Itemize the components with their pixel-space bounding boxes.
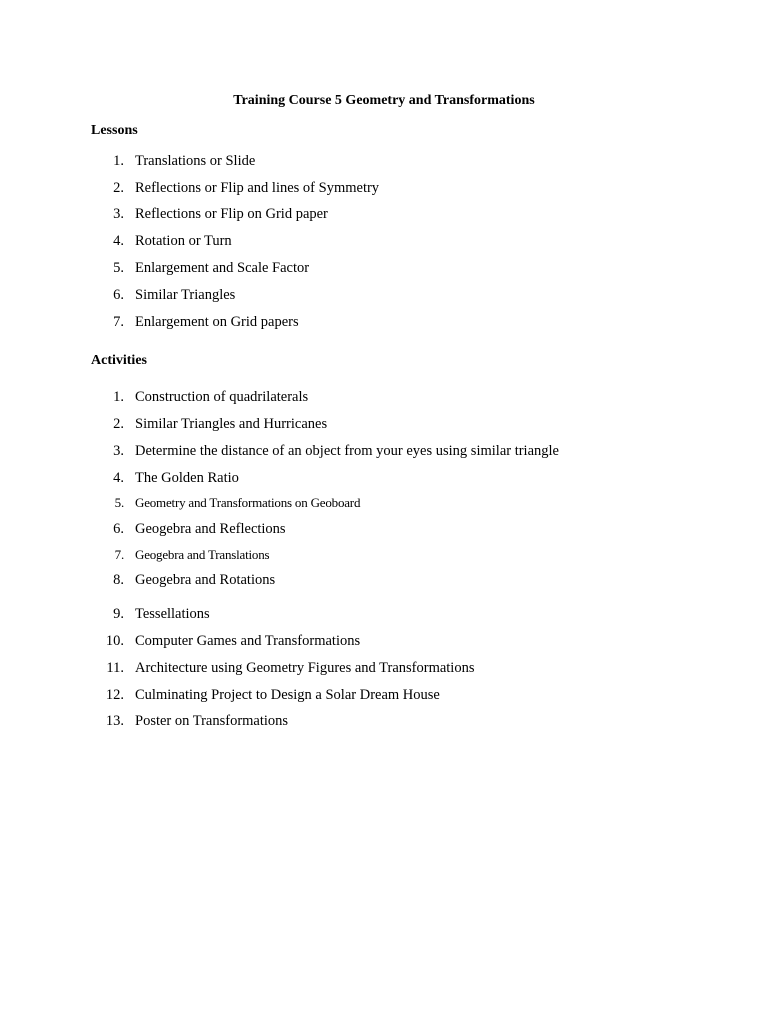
activity-text: The Golden Ratio xyxy=(135,470,239,486)
lesson-number: 5. xyxy=(113,260,124,276)
lesson-item xyxy=(0,232,768,250)
activity-item xyxy=(0,415,768,433)
activity-item xyxy=(0,712,768,730)
activity-text: Determine the distance of an object from your eyes using similar triangle xyxy=(135,443,559,459)
lesson-text: Enlargement on Grid papers xyxy=(135,314,299,330)
lesson-item xyxy=(0,179,768,197)
activity-number: 6. xyxy=(113,521,124,537)
activity-number: 12. xyxy=(105,687,124,703)
lesson-number: 4. xyxy=(113,233,124,249)
activity-text: Geogebra and Translations xyxy=(135,547,270,562)
activity-text: Similar Triangles and Hurricanes xyxy=(135,416,328,432)
activity-item xyxy=(0,605,768,623)
lesson-number: 7. xyxy=(113,314,124,330)
activity-number: 10. xyxy=(105,633,124,649)
activity-number: 5. xyxy=(114,495,124,510)
activity-number: 8. xyxy=(113,572,124,588)
lesson-number: 1. xyxy=(113,153,124,169)
activity-item xyxy=(0,469,768,487)
activity-number: 1. xyxy=(113,389,124,405)
lesson-text: Reflections or Flip and lines of Symmetry xyxy=(135,180,380,196)
lesson-number: 6. xyxy=(113,287,124,303)
lesson-text: Enlargement and Scale Factor xyxy=(135,260,310,276)
activity-item xyxy=(0,632,768,650)
activity-number: 9. xyxy=(113,606,124,622)
lesson-number: 3. xyxy=(113,206,124,222)
activity-number: 7. xyxy=(114,547,124,562)
activity-item xyxy=(0,442,768,460)
activity-number: 13. xyxy=(105,713,124,729)
lessons-heading: Lessons xyxy=(91,123,138,138)
lesson-text: Reflections or Flip on Grid paper xyxy=(135,206,328,222)
activity-text: Geometry and Transformations on Geoboard xyxy=(135,495,361,510)
activity-text: Culminating Project to Design a Solar Dream House xyxy=(135,687,440,703)
activity-text: Poster on Transformations xyxy=(135,713,289,729)
activity-item xyxy=(0,494,768,512)
lesson-item xyxy=(0,259,768,277)
activity-text: Architecture using Geometry Figures and Transformations xyxy=(135,660,475,676)
activity-item xyxy=(0,546,768,564)
activity-item xyxy=(0,571,768,589)
lesson-item xyxy=(0,205,768,223)
activities-heading: Activities xyxy=(91,353,147,368)
lesson-text: Similar Triangles xyxy=(135,287,236,303)
lesson-text: Rotation or Turn xyxy=(135,233,232,249)
activity-text: Computer Games and Transformations xyxy=(135,633,361,649)
activity-number: 11. xyxy=(106,660,124,676)
lesson-item xyxy=(0,286,768,304)
activity-number: 2. xyxy=(113,416,124,432)
lesson-item xyxy=(0,313,768,331)
document-title: Training Course 5 Geometry and Transformations xyxy=(233,93,535,108)
activity-item xyxy=(0,659,768,677)
lesson-number: 2. xyxy=(113,180,124,196)
activity-number: 3. xyxy=(113,443,124,459)
lesson-item xyxy=(0,152,768,170)
activity-text: Tessellations xyxy=(135,606,210,622)
activity-item xyxy=(0,686,768,704)
activity-item xyxy=(0,388,768,406)
activity-text: Geogebra and Reflections xyxy=(135,521,286,537)
lesson-text: Translations or Slide xyxy=(135,153,256,169)
activity-number: 4. xyxy=(113,470,124,486)
activity-text: Construction of quadrilaterals xyxy=(135,389,309,405)
activity-item xyxy=(0,520,768,538)
activity-text: Geogebra and Rotations xyxy=(135,572,276,588)
